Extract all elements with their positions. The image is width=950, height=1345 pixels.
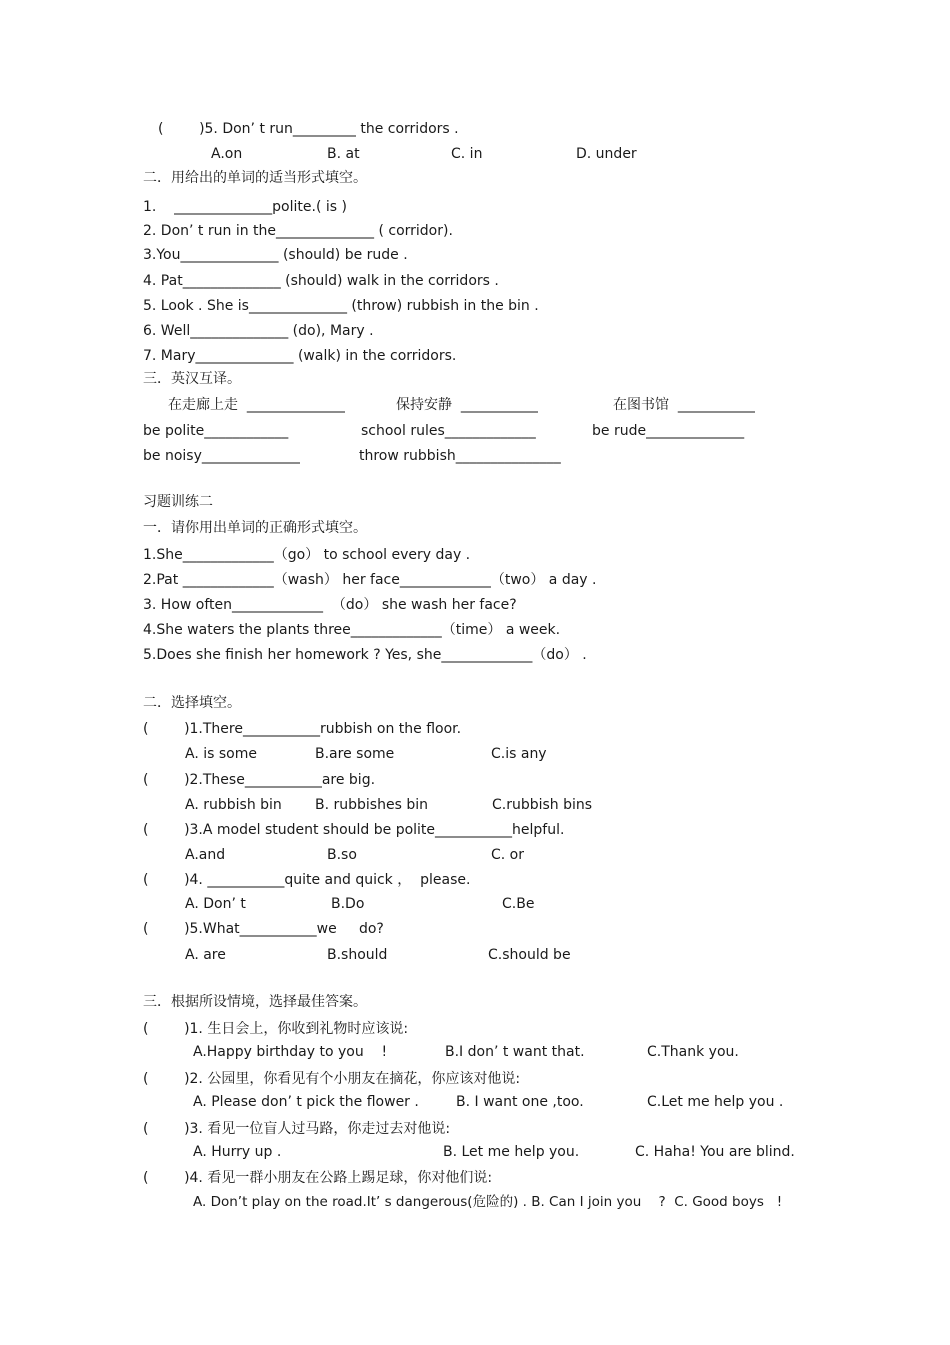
option-b: B.I don’ t want that.: [445, 1044, 585, 1060]
question-text: ( )4. 看见一群小朋友在公路上踢足球，你对他们说:: [143, 1170, 493, 1186]
option-b: B.should: [327, 947, 388, 963]
translate-item: school rules_____________: [361, 423, 536, 439]
option-a: A. Don’ t: [185, 896, 246, 912]
option-b: B.Do: [331, 896, 365, 912]
fill-item: 4.She waters the plants three_____________（time） a week.: [143, 622, 561, 638]
option-a: A.on: [211, 146, 243, 162]
question-text: ( )2. 公园里，你看见有个小朋友在摘花，你应该对他说:: [143, 1071, 521, 1087]
question-text: ( )1.There___________rubbish on the floor.: [143, 721, 462, 737]
fill-item: 1. ______________polite.( is ): [143, 199, 347, 215]
fill-item: 6. Well______________ (do), Mary .: [143, 323, 374, 339]
translate-item: 保持安静 ___________: [396, 397, 538, 413]
question-text: ( )5.What___________we do?: [143, 921, 384, 937]
option-a: A.Happy birthday to you !: [193, 1044, 388, 1060]
option-b: B.are some: [315, 746, 395, 762]
option-b: B. rubbishes bin: [315, 797, 428, 813]
options-line: A. Don’t play on the road.It’ s dangerous(危险的) . B. Can I join you ? C. Good boys !: [193, 1194, 783, 1210]
option-a: A. is some: [185, 746, 257, 762]
option-c: C.rubbish bins: [492, 797, 593, 813]
fill-item: 3. How often_____________ （do） she wash her face?: [143, 597, 517, 613]
translate-item: be rude______________: [592, 423, 745, 439]
section-heading: 一．请你用出单词的正确形式填空。: [143, 520, 367, 536]
option-d: D. under: [576, 146, 637, 162]
option-b: B. at: [327, 146, 360, 162]
section-heading: 三．英汉互译。: [143, 371, 241, 387]
option-b: B. Let me help you.: [443, 1144, 580, 1160]
fill-item: 2.Pat _____________（wash） her face_____________（two） a day .: [143, 572, 597, 588]
fill-item: 3.You______________ (should) be rude .: [143, 247, 408, 263]
fill-item: 1.She_____________（go） to school every day .: [143, 547, 471, 563]
question-text: ( )4. ___________quite and quick ， please.: [143, 872, 471, 888]
fill-item: 5.Does she finish her homework ? Yes, she_____________（do） .: [143, 647, 587, 663]
option-a: A. rubbish bin: [185, 797, 282, 813]
option-c: C.Thank you.: [647, 1044, 739, 1060]
option-a: A. Hurry up .: [193, 1144, 282, 1160]
option-a: A. Please don’ t pick the flower .: [193, 1094, 419, 1110]
section-heading: 二．用给出的单词的适当形式填空。: [143, 170, 367, 186]
translate-item: be polite____________: [143, 423, 289, 439]
exercise-title: 习题训练二: [143, 494, 213, 510]
question-text: ( )1. 生日会上，你收到礼物时应该说:: [143, 1021, 409, 1037]
fill-item: 4. Pat______________ (should) walk in the corridors .: [143, 273, 499, 289]
fill-item: 5. Look . She is______________ (throw) rubbish in the bin .: [143, 298, 539, 314]
option-a: A. are: [185, 947, 226, 963]
option-a: A.and: [185, 847, 226, 863]
option-c: C.Let me help you .: [647, 1094, 784, 1110]
translate-item: 在图书馆 ___________: [613, 397, 755, 413]
fill-item: 7. Mary______________ (walk) in the corridors.: [143, 348, 457, 364]
section-heading: 二．选择填空。: [143, 695, 241, 711]
option-c: C.is any: [491, 746, 547, 762]
translate-item: throw rubbish_______________: [359, 448, 561, 464]
translate-item: 在走廊上走 ______________: [168, 397, 345, 413]
option-c: C.should be: [488, 947, 571, 963]
option-c: C. or: [491, 847, 524, 863]
translate-item: be noisy______________: [143, 448, 300, 464]
question-text: ( )2.These___________are big.: [143, 772, 376, 788]
question-text: ( )5. Don’ t run_________ the corridors .: [158, 121, 459, 137]
option-c: C. in: [451, 146, 483, 162]
option-b: B. I want one ,too.: [456, 1094, 584, 1110]
option-c: C. Haha! You are blind.: [635, 1144, 795, 1160]
question-text: ( )3. 看见一位盲人过马路，你走过去对他说:: [143, 1121, 451, 1137]
option-b: B.so: [327, 847, 357, 863]
section-heading: 三．根据所设情境，选择最佳答案。: [143, 994, 367, 1010]
option-c: C.Be: [502, 896, 535, 912]
question-text: ( )3.A model student should be polite___________helpful.: [143, 822, 565, 838]
fill-item: 2. Don’ t run in the______________ ( corridor).: [143, 223, 453, 239]
